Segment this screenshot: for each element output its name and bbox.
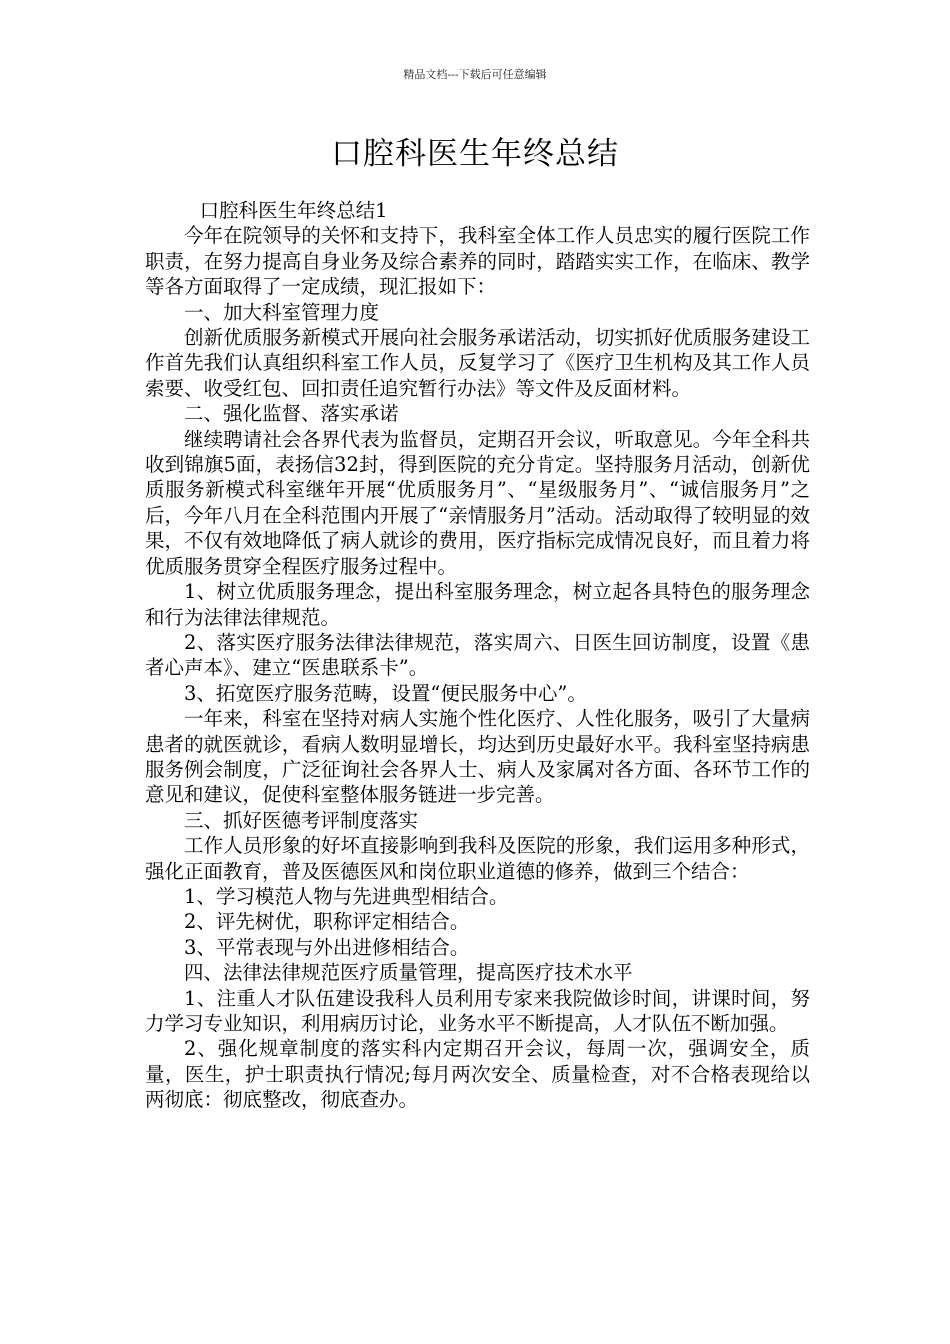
- list-item: 1、树立优质服务理念，提出科室服务理念，树立起各具特色的服务理念和行为法律法律规范。: [145, 580, 810, 629]
- subtitle-paragraph: 口腔科医生年终总结1: [199, 199, 388, 222]
- body-paragraph: 工作人员形象的好坏直接影响到我科及医院的形象，我们运用多种形式，强化正面教育，普及医德医风和岗位职业道德的修养，做到三个结合：: [145, 834, 810, 883]
- list-item: 3、拓宽医疗服务范畴，设置“便民服务中心”。: [184, 681, 587, 705]
- intro-paragraph: 今年在院领导的关怀和支持下，我科室全体工作人员忠实的履行医院工作职责，在努力提高自身业务及综合素养的同时，踏踏实实工作，在临床、教学等各方面取得了一定成绩，现汇报如下：: [145, 224, 810, 299]
- section-heading-2: 二、强化监督、落实承诺: [184, 402, 399, 426]
- list-item: 2、评先树优，职称评定相结合。: [184, 910, 470, 934]
- header-note: 精品文档---下载后可任意编辑: [403, 68, 547, 81]
- body-paragraph: 创新优质服务新模式开展向社会服务承诺活动，切实抓好优质服务建设工作首先我们认真组织科室工作人员，反复学习了《医疗卫生机构及其工作人员索要、收受红包、回扣责任追究暂行办法》等文件及反面材料。: [145, 326, 810, 400]
- list-item: 2、强化规章制度的落实科内定期召开会议，每周一次，强调安全，质量，医生，护士职责执行情况;每月两次安全、质量检查，对不合格表现给以两彻底：彻底整改，彻底查办。: [145, 1037, 810, 1112]
- section-heading-1: 一、加大科室管理力度: [184, 300, 380, 324]
- body-paragraph: 继续聘请社会各界代表为监督员，定期召开会议，听取意见。今年全科共收到锦旗5面，表扬信32封，得到医院的充分肯定。坚持服务月活动，创新优质服务新模式科室继年开展“优质服务月”、“星级服务月”、“诚信服务月”之后，今年八月在全科范围内开展了“亲情服务月”活动。活动取得了较明显的效果，不仅有效地降低了病人就诊的费用，医疗指标完成情况良好，而且着力将优质服务贯穿全程医疗服务过程中。: [145, 427, 810, 578]
- document-body: [145, 198, 810, 1113]
- body-paragraph: 一年来，科室在坚持对病人实施个性化医疗、人性化服务，吸引了大量病患者的就医就诊，看病人数明显增长，均达到历史最好水平。我科室坚持病患服务例会制度，广泛征询社会各界人士、病人及家属对各方面、各环节工作的意见和建议，促使科室整体服务链进一步完善。: [145, 707, 810, 807]
- page-title: 口腔科医生年终总结: [331, 136, 619, 172]
- list-item: 1、学习模范人物与先进典型相结合。: [184, 884, 509, 908]
- list-item: 3、平常表现与外出进修相结合。: [184, 935, 470, 959]
- section-heading-3: 三、抓好医德考评制度落实: [184, 808, 419, 832]
- list-item: 1、注重人才队伍建设我科人员利用专家来我院做诊时间，讲课时间，努力学习专业知识，利用病历讨论，业务水平不断提高，人才队伍不断加强。: [145, 986, 810, 1035]
- list-item: 2、落实医疗服务法律法律规范，落实周六、日医生回访制度，设置《患者心声本》、建立“医患联系卡”。: [145, 630, 810, 680]
- section-heading-4: 四、法律法律规范医疗质量管理，提高医疗技术水平: [184, 961, 633, 985]
